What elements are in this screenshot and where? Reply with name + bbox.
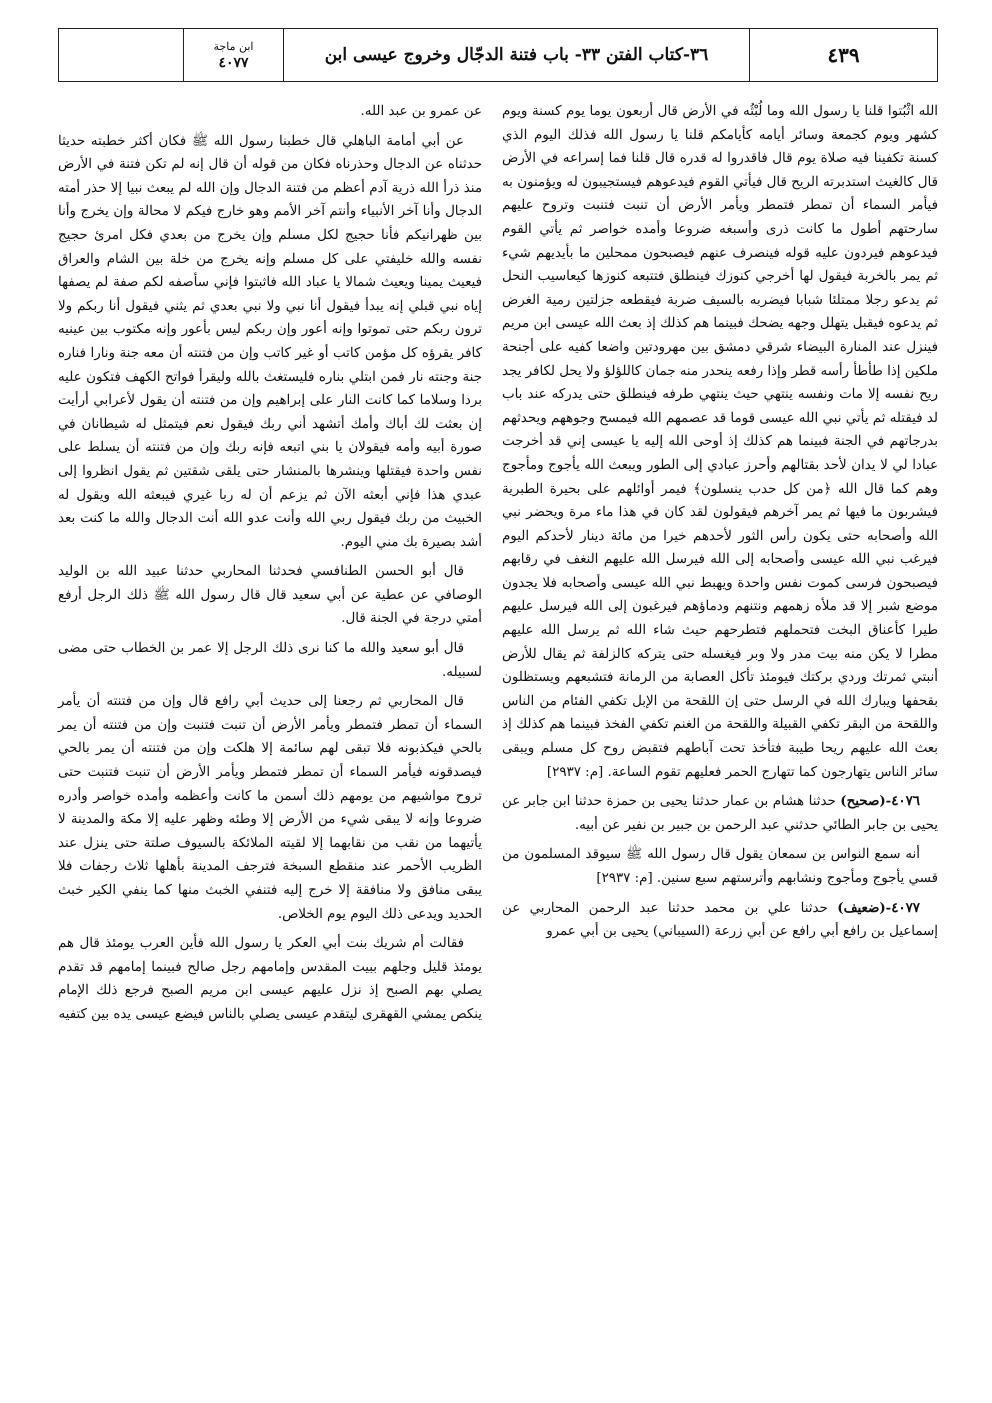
page: [58, 28, 938, 1368]
paragraph: قال المحاربي ثم رجعنا إلى حديث أبي رافع قال وإن من فتنته أن يأمر السماء أن تمطر فتمطر ويأمر الأرض أن تنبت فتنبت وإن من فتنته أن يمر بالحي فيكذبونه فلا تبقى لهم سائمة إلا هلكت وإن من فتنته أن يمر بالحي فيصدقونه فيأمر السماء أن تمطر فتمطر ويأمر الأرض أن تنبت فتنبت حتى تروح مواشيهم من يومهم ذلك أسمن ما كانت وأعظمه وأمده خواصر وأدره ضروعا وإنه لا يبقى شيء من الأرض إلا وطئه وظهر عليه إلا مكة والمدينة لا يأتيهما من نقب من نقابهما إلا لقيته الملائكة بالسيوف صلتة حتى ينزل عند الظريب الأحمر عند منقطع السبخة فترجف المدينة بأهلها ثلاث رجفات فلا يبقى منافق ولا منافقة إلا خرج إليه فتنفي الخبث منها كما ينفي الكير خبث الحديد ويدعى ذلك اليوم يوم الخلاص.: [58, 694, 482, 922]
paragraph: الله اثْبُتوا قلنا يا رسول الله وما لُبْثُه في الأرض قال أربعون يوما يوم كسنة ويوم كشهر ويوم كجمعة وسائر أيامه كأيامكم قلنا يا رسول الله فذلك اليوم الذي كسنة تكفينا فيه صلاة يوم قال فاقدروا له قدره قال قلنا فما إسراعه في الأرض قال كالغيث استدبرته الريح قال فيأتي القوم فيدعوهم فيستجيبون له ويؤمنون به فيأمر السماء أن تمطر فتمطر ويأمر الأرض أن تنبت فتنبت وتروح عليهم سارحتهم أطول ما كانت ذرى وأسبغه ضروعا وأمده خواصر ثم يأتي القوم فيدعوهم فيردون عليه قوله فينصرف عنهم فيصبحون ممحلين ما بأيديهم شيء ثم يمر بالخربة فيقول لها أخرجي كنوزك فينطلق فتتبعه كنوزها كيعاسيب النحل ثم يدعو رجلا ممتلئا شبابا فيضربه بالسيف ضربة فيقطعه جزلتين رمية الغرض ثم يدعوه فيقبل يتهلل وجهه يضحك فبينما هم كذلك إذ بعث الله عيسى ابن مريم فينزل عند المنارة البيضاء شرقي دمشق بين مهرودتين واضعا كفيه على أجنحة ملكين إذا طأطأ رأسه قطر وإذا رفعه ينحدر منه جمان كاللؤلؤ ولا يحل لكافر يجد ريح نفسه إلا مات ونفسه ينتهي حيث ينتهي طرفه فينطلق حتى يدركه عند باب لد فيقتله ثم يأتي نبي الله عيسى قوما قد عصمهم الله فيمسح وجوههم ويحدثهم بدرجاتهم في الجنة فبينما هم كذلك إذ أوحى الله إليه يا عيسى إني قد أخرجت عبادا لي لا يدان لأحد بقتالهم وأحرز عبادي إلى الطور ويبعث الله يأجوج ومأجوج وهم كما قال الله ﴿من كل حدب ينسلون﴾ فيمر أوائلهم على بحيرة الطبرية فيشربون ما فيها ثم يمر آخرهم فيقولون لقد كان في هذا ماء مرة ويحضر نبي الله وأصحابه حتى يكون رأس الثور لأحدهم خيرا من مائة دينار لأحدكم اليوم فيرغب نبي الله عيسى وأصحابه إلى الله فيرسل الله عليهم النغف في رقابهم فيصبحون فرسى كموت نفس واحدة ويهبط نبي الله عيسى وأصحابه فلا يجدون موضع شبر إلا قد ملأه زهمهم ونتنهم ودماؤهم فيرغبون إلى الله فيرسل عليهم طيرا كأعناق البخت فتحملهم فتطرحهم حيث شاء الله ثم يرسل الله عليهم مطرا لا يكن منه بيت مدر ولا وبر فيغسله حتى يتركه كالزلفة ثم يقال للأرض أنبتي ثمرتك وردي بركتك فيومئذ تأكل العصابة من الرمانة فتشبعهم ويستظلون بقحفها ويبارك الله في الرسل حتى إن اللقحة من الإبل تكفي الفئام من الناس واللقحة من البقر تكفي القبيلة واللقحة من الغنم تكفي الفخذ فبينما هم كذلك إذ بعث الله عليهم ريحا طيبة فتأخذ تحت آباطهم فتقبض روح كل مسلم ويبقى سائر الناس يتهارجون كما تتهارج الحمر فعليهم تقوم الساعة. [م: ٢٩٣٧]: [502, 104, 938, 780]
paragraph: عن عمرو بن عبد الله.: [360, 104, 482, 119]
paragraph: قال أبو سعيد والله ما كنا نرى ذلك الرجل إلا عمر بن الخطاب حتى مضى لسبيله.: [58, 641, 482, 680]
hadith-4076-number: ٤٠٧٦-(صحيح): [840, 793, 920, 810]
source-name: ابن ماجة: [213, 40, 254, 53]
chain-text: حدثنا علي بن محمد حدثنا عبد الرحمن المحاربي عن إسماعيل بن رافع أبي رافع عن أبي زرعة (السيباني) يحيى بن أبي عمرو: [502, 900, 938, 940]
source-reference: [183, 29, 283, 81]
page-header: [58, 28, 938, 82]
hadith-4076-text: أنه سمع النواس بن سمعان يقول قال رسول الله ﷺ سيوقد المسلمون من قسي يأجوج ومأجوج ونشابهم وأترستهم سبع سنين. [م: ٢٩٣٧]: [502, 847, 938, 886]
hadith-4077-chain: [502, 897, 938, 944]
left-column: [58, 100, 482, 1033]
hadith-4076-chain: [502, 790, 938, 837]
page-number: ٤٣٩: [749, 29, 937, 81]
chain-text: حدثنا هشام بن عمار حدثنا يحيى بن حمزة حدثنا ابن جابر عن يحيى بن جابر الطائي حدثني عبد الرحمن بن جبير بن نفير عن أبيه.: [502, 794, 938, 833]
right-column: [502, 100, 938, 950]
header-blank-cell: [59, 29, 183, 81]
hadith-4077-number: ٤٠٧٧-(ضعيف): [837, 899, 920, 916]
chapter-title: ٣٦-كتاب الفتن ٣٣- باب فتنة الدجّال وخروج عيسى ابن: [283, 29, 749, 81]
paragraph: عن أبي أمامة الباهلي قال خطبنا رسول الله ﷺ فكان أكثر خطبته حديثا حدثناه عن الدجال وحذرناه فكان من قوله أن قال إنه لم تكن فتنة في الأرض منذ ذرأ الله ذرية آدم أعظم من فتنة الدجال وإن الله لم يبعث نبيا إلا حذر أمته الدجال وأنا آخر الأنبياء وأنتم آخر الأمم وهو خارج فيكم لا محالة وإن يخرج وأنا بين ظهرانيكم فأنا حجيج لكل مسلم وإن يخرج من بعدي فكل امرئ حجيج نفسه والله خليفتي على كل مسلم وإنه يخرج من خلة بين الشام والعراق فيعيث يمينا ويعيث شمالا يا عباد الله فاثبتوا فإني سأصفه لكم صفة لم يصفها إياه نبي قبلي إنه يبدأ فيقول أنا نبي ولا نبي بعدي ثم يثني فيقول أنا ربكم ولا ترون ربكم حتى تموتوا وإنه أعور وإن ربكم ليس بأعور وإنه مكتوب بين عينيه كافر يقرؤه كل مؤمن كاتب أو غير كاتب وإن من فتنته أن معه جنة ونارا فناره جنة وجنته نار فمن ابتلي بناره فليستغث بالله وليقرأ فواتح الكهف فتكون عليه بردا وسلاما كما كانت النار على إبراهيم وإن من فتنته أن يقول لأعرابي أرأيت إن بعثت لك أباك وأمك أتشهد أني ربك فيقول نعم فيتمثل له شيطانان في صورة أبيه وأمه فيقولان يا بني اتبعه فإنه ربك وإن من فتنته أن يسلط على نفس واحدة فيقتلها وينشرها بالمنشار حتى يلقى شقتين ثم يقول انظروا إلى عبدي هذا فإني أبعثه الآن ثم يزعم أن له ربا غيري فيبعثه الله ويقول له الخبيث من ربك فيقول ربي الله وأنت عدو الله أنت الدجال والله ما كنت بعد أشد بصيرة بك مني اليوم.: [58, 133, 482, 550]
paragraph: قال أبو الحسن الطنافسي فحدثنا المحاربي حدثنا عبيد الله بن الوليد الوصافي عن عطية عن أبي سعيد قال قال رسول الله ﷺ ذلك الرجل أرفع أمتي درجة في الجنة قال.: [58, 564, 482, 627]
paragraph: فقالت أم شريك بنت أبي العكر يا رسول الله فأين العرب يومئذ قال هم يومئذ قليل وجلهم ببيت المقدس وإمامهم رجل صالح فبينما إمامهم قد تقدم يصلي بهم الصبح إذ نزل عليهم عيسى ابن مريم الصبح فرجع ذلك الإمام ينكص يمشي القهقرى ليتقدم عيسى يصلي بالناس فيضع عيسى يده بين كتفيه: [58, 936, 482, 1022]
source-number: ٤٠٧٧: [218, 55, 249, 71]
